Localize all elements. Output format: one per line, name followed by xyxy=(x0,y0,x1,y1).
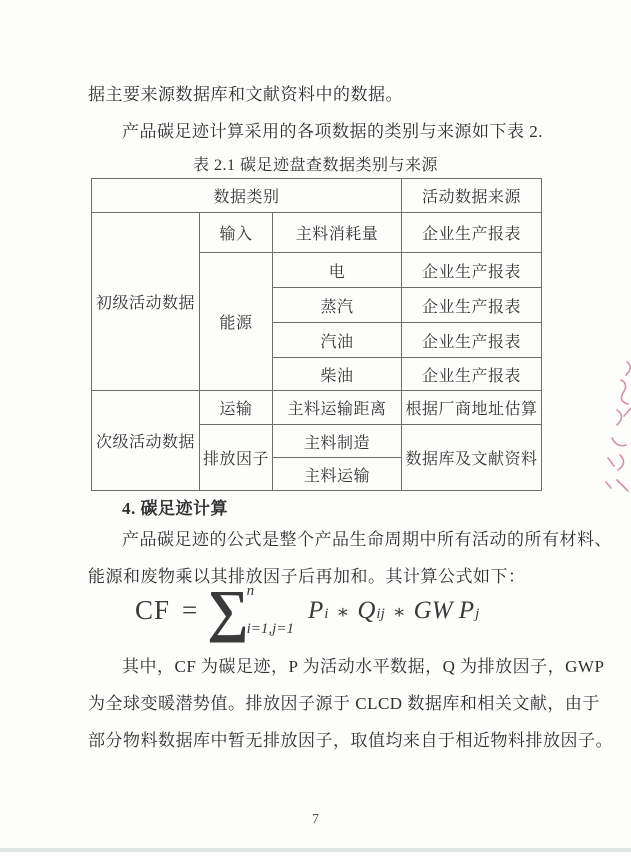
table-header-source: 活动数据来源 xyxy=(402,179,542,213)
table-cell-item-manufacture: 主料制造 xyxy=(273,425,402,458)
table-header-category: 数据类别 xyxy=(92,179,402,213)
table-cell-item-diesel: 柴油 xyxy=(273,358,402,391)
section-heading-carbon-calculation: 4. 碳足迹计算 xyxy=(122,499,228,518)
scan-edge-strip xyxy=(0,848,631,852)
table-cell-sub-emission-factor: 排放因子 xyxy=(200,425,273,491)
formula-terms xyxy=(308,597,479,625)
table-caption: 表 2.1 碳足迹盘查数据类别与来源 xyxy=(192,157,438,174)
formula-equals: = xyxy=(182,595,198,626)
table-cell-src-report-4: 企业生产报表 xyxy=(402,323,542,358)
formula-intro-line-1: 产品碳足迹的公式是整个产品生命周期中所有活动的所有材料、 xyxy=(122,530,612,549)
formula-term-q-sub: ij xyxy=(376,605,385,622)
body-paragraph-continuation: 据主要来源数据库和文献资料中的数据。 xyxy=(88,85,403,104)
table-cell-group-primary: 初级活动数据 xyxy=(92,213,200,391)
formula-term-p: P xyxy=(307,596,324,624)
summation-lower-limit: i=1,j=1 xyxy=(246,621,294,638)
formula-term-gwp: GW P xyxy=(413,596,475,624)
formula-multiply-1: ∗ xyxy=(336,601,350,623)
table-cell-item-consumption: 主料消耗量 xyxy=(273,213,402,253)
table-cell-src-report-2: 企业生产报表 xyxy=(402,253,542,288)
table-cell-src-report-5: 企业生产报表 xyxy=(402,358,542,391)
carbon-footprint-formula xyxy=(135,578,480,643)
sigma-symbol: ∑ xyxy=(207,578,249,643)
table-cell-src-address: 根据厂商地址估算 xyxy=(402,391,542,425)
body-paragraph-intro-table: 产品碳足迹计算采用的各项数据的类别与来源如下表 2. xyxy=(122,122,543,141)
table-cell-src-report-1: 企业生产报表 xyxy=(402,213,542,253)
table-cell-item-electricity: 电 xyxy=(273,253,402,288)
explanation-line-3: 部分物料数据库中暂无排放因子，取值均来自于相近物料排放因子。 xyxy=(88,731,613,750)
formula-intro-line-2: 能源和废物乘以其排放因子后再加和。其计算公式如下： xyxy=(88,567,526,586)
table-cell-sub-input: 输入 xyxy=(200,213,273,253)
explanation-line-1: 其中，CF 为碳足迹，P 为活动水平数据，Q 为排放因子，GWP xyxy=(122,657,605,676)
formula-term-p-sub: i xyxy=(324,605,329,622)
page-number: 7 xyxy=(312,812,319,827)
table-cell-sub-transport: 运输 xyxy=(200,391,273,425)
summation-expression xyxy=(207,578,294,643)
table-cell-item-transport-distance: 主料运输距离 xyxy=(273,391,402,425)
data-category-table xyxy=(91,178,542,491)
summation-upper-limit: n xyxy=(246,583,255,599)
table-cell-item-main-transport: 主料运输 xyxy=(273,458,402,491)
formula-term-gwp-sub: j xyxy=(475,605,480,622)
table-cell-src-report-3: 企业生产报表 xyxy=(402,288,542,323)
table-cell-sub-energy: 能源 xyxy=(200,253,273,391)
table-cell-src-database: 数据库及文献资料 xyxy=(402,425,542,491)
summation-limits xyxy=(247,583,294,638)
formula-multiply-2: ∗ xyxy=(392,601,406,623)
formula-term-q: Q xyxy=(357,596,376,624)
red-handwriting-mark xyxy=(597,358,631,508)
table-cell-item-steam: 蒸汽 xyxy=(273,288,402,323)
formula-lhs: CF xyxy=(135,595,171,626)
table-cell-group-secondary: 次级活动数据 xyxy=(92,391,200,491)
explanation-line-2: 为全球变暖潜势值。排放因子源于 CLCD 数据库和相关文献，由于 xyxy=(88,694,600,713)
table-cell-item-gasoline: 汽油 xyxy=(273,323,402,358)
